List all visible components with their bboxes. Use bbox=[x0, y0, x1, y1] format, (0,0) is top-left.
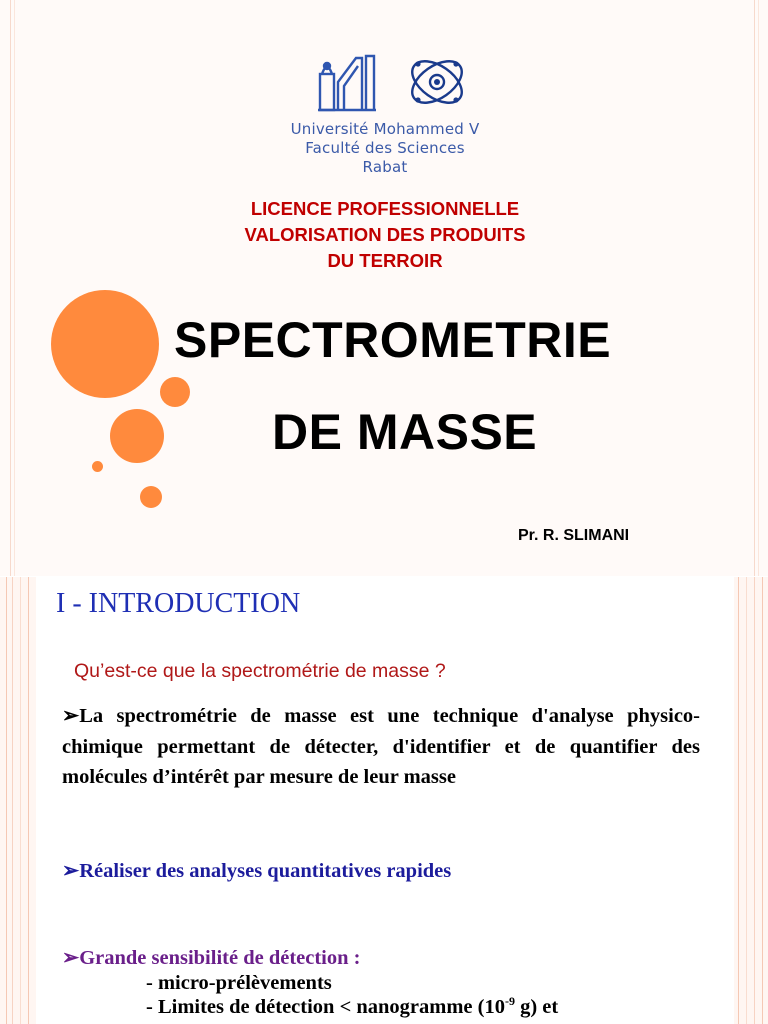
bullet-sensitivity-text: Grande sensibilité de détection : bbox=[79, 947, 361, 969]
frame-line bbox=[20, 577, 21, 1024]
frame-line bbox=[6, 577, 7, 1024]
frame-line bbox=[12, 577, 13, 1024]
bullet-quantitative-text: Réaliser des analyses quantitatives rapides bbox=[79, 860, 452, 882]
bullet-quantitative bbox=[62, 858, 451, 883]
question-heading: Qu’est-ce que la spectrométrie de masse ? bbox=[74, 660, 446, 682]
program-line-1: LICENCE PROFESSIONNELLE bbox=[250, 198, 520, 219]
definition-text: La spectrométrie de masse est une technique d'analyse physico-chimique permettant de détecter, d'identifier et de quantifier des molécules d’intérêt par mesure de leur masse bbox=[62, 705, 700, 788]
decor-circle-large bbox=[51, 290, 159, 398]
slide-title-line-2: DE MASSE bbox=[272, 404, 538, 460]
frame-line bbox=[738, 577, 739, 1024]
decor-circle-medium bbox=[110, 409, 164, 463]
section-title: I - INTRODUCTION bbox=[56, 588, 301, 619]
sub-item-detection-limits bbox=[146, 995, 558, 1019]
arrow-bullet-icon: ➢ bbox=[62, 860, 80, 882]
frame-line bbox=[28, 577, 29, 1024]
program-line-3: DU TERROIR bbox=[327, 250, 443, 271]
frame-line bbox=[754, 577, 755, 1024]
university-name: Université Mohammed V bbox=[290, 120, 480, 138]
decor-circle-small-2 bbox=[140, 486, 162, 508]
arrow-bullet-icon: ➢ bbox=[62, 947, 80, 969]
frame-line bbox=[762, 577, 763, 1024]
introduction-slide bbox=[0, 577, 768, 1024]
bullet-sensitivity bbox=[62, 945, 360, 970]
arrow-bullet-icon: ➢ bbox=[62, 705, 80, 727]
slide-title-line-1: SPECTROMETRIE bbox=[174, 312, 612, 368]
program-line-2: VALORISATION DES PRODUITS bbox=[244, 224, 526, 245]
definition-paragraph bbox=[62, 701, 700, 793]
detection-limit-exponent: -9 bbox=[504, 994, 515, 1008]
faculty-name: Faculté des Sciences bbox=[305, 139, 465, 157]
decor-circle-tiny bbox=[92, 461, 103, 472]
faculty-logo-icon bbox=[404, 50, 470, 114]
author-name: Pr. R. SLIMANI bbox=[518, 527, 630, 544]
sub-item-micro-samples: - micro-prélèvements bbox=[146, 972, 332, 994]
frame-line bbox=[754, 0, 755, 576]
frame-line bbox=[14, 0, 15, 576]
city-name: Rabat bbox=[362, 158, 408, 176]
decor-circle-small bbox=[160, 377, 190, 407]
frame-line bbox=[758, 0, 759, 576]
detection-limit-unit: g) et bbox=[514, 996, 559, 1018]
frame-line bbox=[746, 577, 747, 1024]
university-logo-icon bbox=[316, 52, 378, 114]
detection-limit-text: - Limites de détection < nanogramme (10 bbox=[146, 996, 505, 1018]
frame-line bbox=[10, 0, 11, 576]
